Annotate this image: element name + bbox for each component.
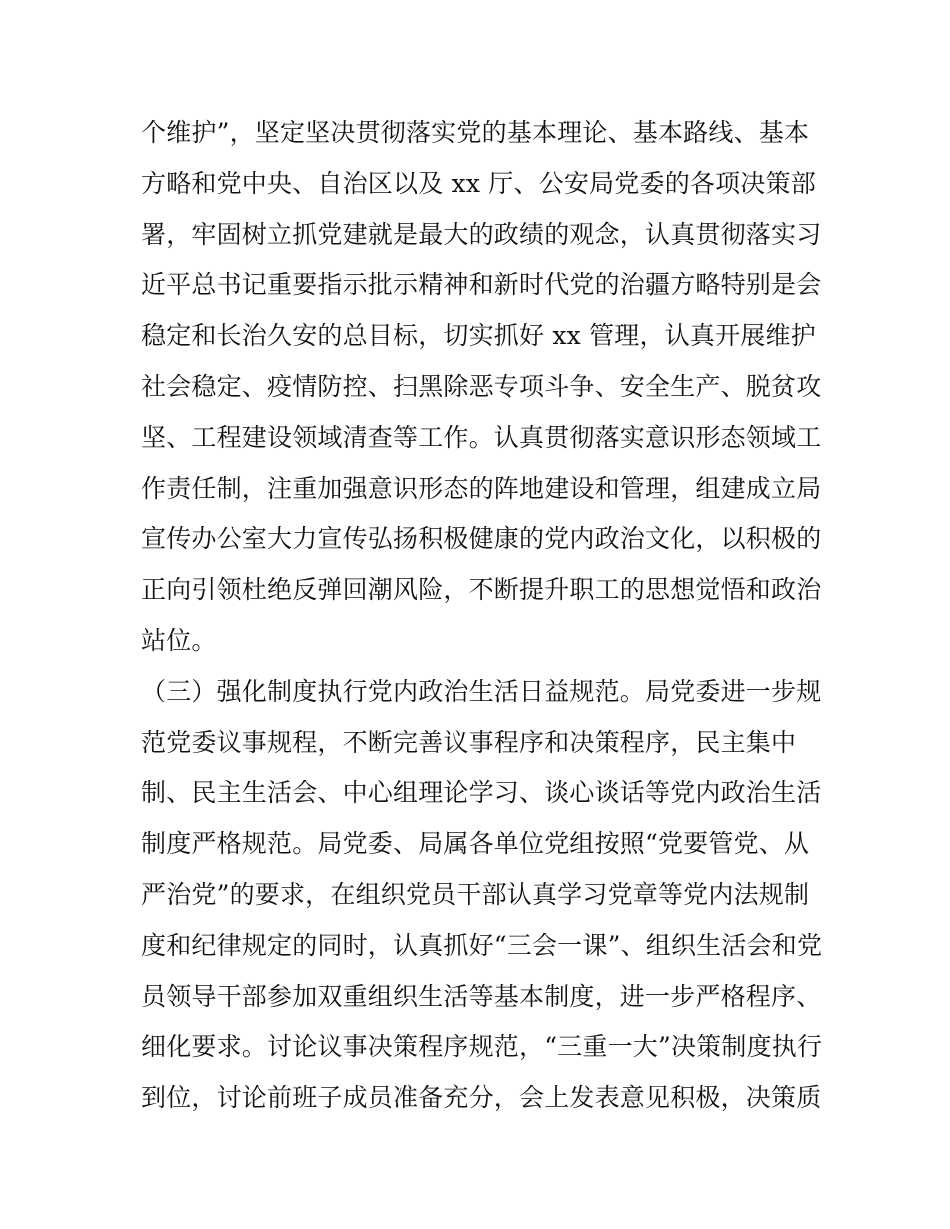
text-line: 度和纪律规定的同时，认真抓好“三会一课”、组织生活会和党 xyxy=(141,930,823,960)
text-line: 作责任制，注重加强意识形态的阵地建设和管理，组建成立局 xyxy=(141,473,822,503)
text-line: 近平总书记重要指示批示精神和新时代党的治疆方略特别是会 xyxy=(141,270,822,300)
text-line: 个维护”，坚定坚决贯彻落实党的基本理论、基本路线、基本 xyxy=(141,118,810,147)
text-line: 制、民主生活会、中心组理论学习、谈心谈话等党内政治生活 xyxy=(141,778,822,808)
text-line: 范党委议事规程，不断完善议事程序和决策程序，民主集中 xyxy=(141,727,797,757)
text-line: 细化要求。讨论议事决策程序规范，“三重一大”决策制度执行 xyxy=(141,1032,823,1062)
text-line: 制度严格规范。局党委、局属各单位党组按照“党要管党、从 xyxy=(141,829,810,859)
text-line: 站位。 xyxy=(141,625,217,655)
text-line: 宣传办公室大力宣传弘扬积极健康的党内政治文化，以积极的 xyxy=(141,524,822,554)
body-text xyxy=(141,108,821,1124)
text-line: 稳定和长治久安的总目标，切实抓好 xx 管理，认真开展维护 xyxy=(141,321,816,351)
text-line: 署，牢固树立抓党建就是最大的政绩的观念，认真贯彻落实习 xyxy=(141,219,822,249)
text-line: 正向引领杜绝反弹回潮风险，不断提升职工的思想觉悟和政治 xyxy=(141,575,822,605)
text-line: 员领导干部参加双重组织生活等基本制度，进一步严格程序、 xyxy=(141,981,822,1011)
text-line: 社会稳定、疫情防控、扫黑除恶专项斗争、安全生产、脱贫攻 xyxy=(141,371,822,401)
text-line: 到位，讨论前班子成员准备充分，会上发表意见积极，决策质 xyxy=(141,1083,822,1113)
text-line: 严治党”的要求，在组织党员干部认真学习党章等党内法规制 xyxy=(141,879,810,909)
section-heading-line: （三）强化制度执行党内政治生活日益规范。局党委进一步规 xyxy=(141,676,822,706)
text-line: 坚、工程建设领域清查等工作。认真贯彻落实意识形态领域工 xyxy=(141,422,822,452)
text-line: 方略和党中央、自治区以及 xx 厅、公安局党委的各项决策部 xyxy=(141,168,816,198)
